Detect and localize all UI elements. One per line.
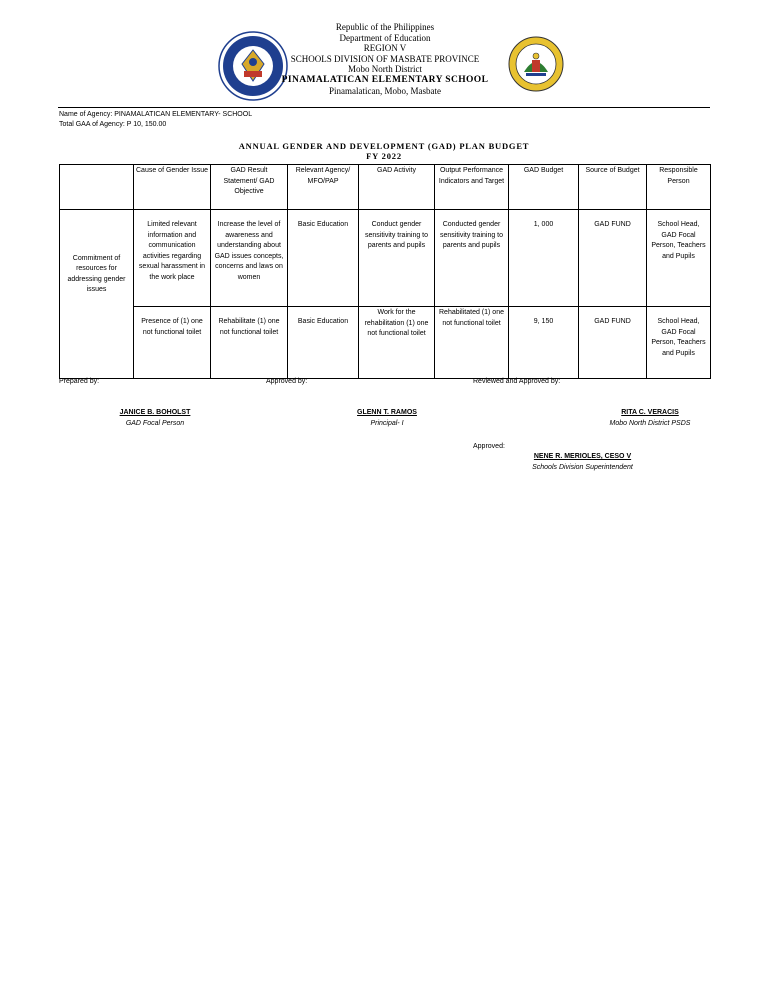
reviewer-position: Mobo North District PSDS bbox=[609, 420, 691, 427]
header-cell-budget: GAD Budget bbox=[509, 165, 579, 210]
school-name: PINAMALATICAN ELEMENTARY SCHOOL bbox=[281, 74, 489, 85]
plan-title: ANNUAL GENDER AND DEVELOPMENT (GAD) PLAN BUDGET bbox=[238, 141, 530, 151]
budget-cell: 9, 150 bbox=[509, 307, 579, 379]
table-row bbox=[60, 307, 711, 379]
approved-by-label: Approved by: bbox=[266, 378, 308, 385]
preparer-name: JANICE B. BOHOLST bbox=[119, 409, 191, 416]
approver-position: Principal- I bbox=[370, 420, 404, 427]
mfo-cell: Basic Education bbox=[288, 307, 359, 379]
superintendent-name: NENE R. MERIOLES, CESO V bbox=[533, 453, 632, 460]
agency-name-line: Name of Agency: PINAMALATICAN ELEMENTARY- SCHOOL bbox=[59, 111, 253, 118]
header-cell-objective: GAD Result Statement/ GAD Objective bbox=[211, 165, 288, 210]
header-line-republic: Republic of the Philippines bbox=[335, 22, 435, 32]
header-line-division: SCHOOLS DIVISION OF MASBATE PROVINCE bbox=[290, 53, 480, 64]
header-cell-output: Output Performance Indicators and Target bbox=[435, 165, 509, 210]
header-cell-activity: GAD Activity bbox=[359, 165, 435, 210]
responsible-cell: School Head, GAD Focal Person, Teachers and Pupils bbox=[647, 210, 711, 307]
header-line-region: REGION V bbox=[363, 43, 407, 54]
header-cell-source: Source of Budget bbox=[579, 165, 647, 210]
header-rule bbox=[58, 107, 710, 108]
approver-name: GLENN T. RAMOS bbox=[357, 409, 417, 416]
header-cell-cause: Cause of Gender Issue bbox=[134, 165, 211, 210]
cause-cell: Presence of (1) one not functional toilet bbox=[134, 307, 211, 379]
cause-cell: Limited relevant information and communication activities regarding sexual harassment in the work place bbox=[134, 210, 211, 307]
header-cell-mfo: Relevant Agency/ MFO/PAP bbox=[288, 165, 359, 210]
source-cell: GAD FUND bbox=[579, 210, 647, 307]
table-header-row bbox=[60, 165, 711, 210]
objective-cell: Increase the level of awareness and understanding about GAD issues concepts, concerns and laws on women bbox=[211, 210, 288, 307]
superintendent-position: Schools Division Superintendent bbox=[532, 464, 633, 471]
mfo-cell: Basic Education bbox=[288, 210, 359, 307]
output-cell: Conducted gender sensitivity training to parents and pupils bbox=[435, 210, 509, 307]
reviewer-name: RITA C. VERACIS bbox=[621, 409, 679, 416]
table-row bbox=[60, 210, 711, 307]
source-cell: GAD FUND bbox=[579, 307, 647, 379]
letterhead bbox=[240, 22, 530, 96]
prepared-by-label: Prepared by: bbox=[59, 378, 100, 385]
gad-plan-table bbox=[59, 164, 711, 379]
reviewed-by-label: Reviewed and Approved by: bbox=[473, 378, 561, 385]
agency-gaa-line: Total GAA of Agency: P 10, 150.00 bbox=[59, 121, 167, 128]
header-line-district: Mobo North District bbox=[348, 64, 422, 75]
plan-year: FY 2022 bbox=[366, 151, 402, 161]
approved-label: Approved: bbox=[473, 443, 505, 450]
responsible-cell: School Head, GAD Focal Person, Teachers and Pupils bbox=[647, 307, 711, 379]
output-cell: Rehabilitated (1) one not functional toilet bbox=[435, 307, 509, 379]
activity-cell: Conduct gender sensitivity training to parents and pupils bbox=[359, 210, 435, 307]
gender-issue-cell: Commitment of resources for addressing gender issues bbox=[60, 210, 134, 379]
budget-cell: 1, 000 bbox=[509, 210, 579, 307]
school-address: Pinamalatican, Mobo, Masbate bbox=[329, 85, 441, 96]
preparer-position: GAD Focal Person bbox=[125, 420, 185, 427]
header-cell-blank bbox=[60, 165, 134, 210]
objective-cell: Rehabilitate (1) one not functional toilet bbox=[211, 307, 288, 379]
header-line-department: Department of Education bbox=[339, 32, 431, 43]
activity-cell: Work for the rehabilitation (1) one not functional toilet bbox=[359, 307, 435, 379]
header-cell-responsible: Responsible Person bbox=[647, 165, 711, 210]
